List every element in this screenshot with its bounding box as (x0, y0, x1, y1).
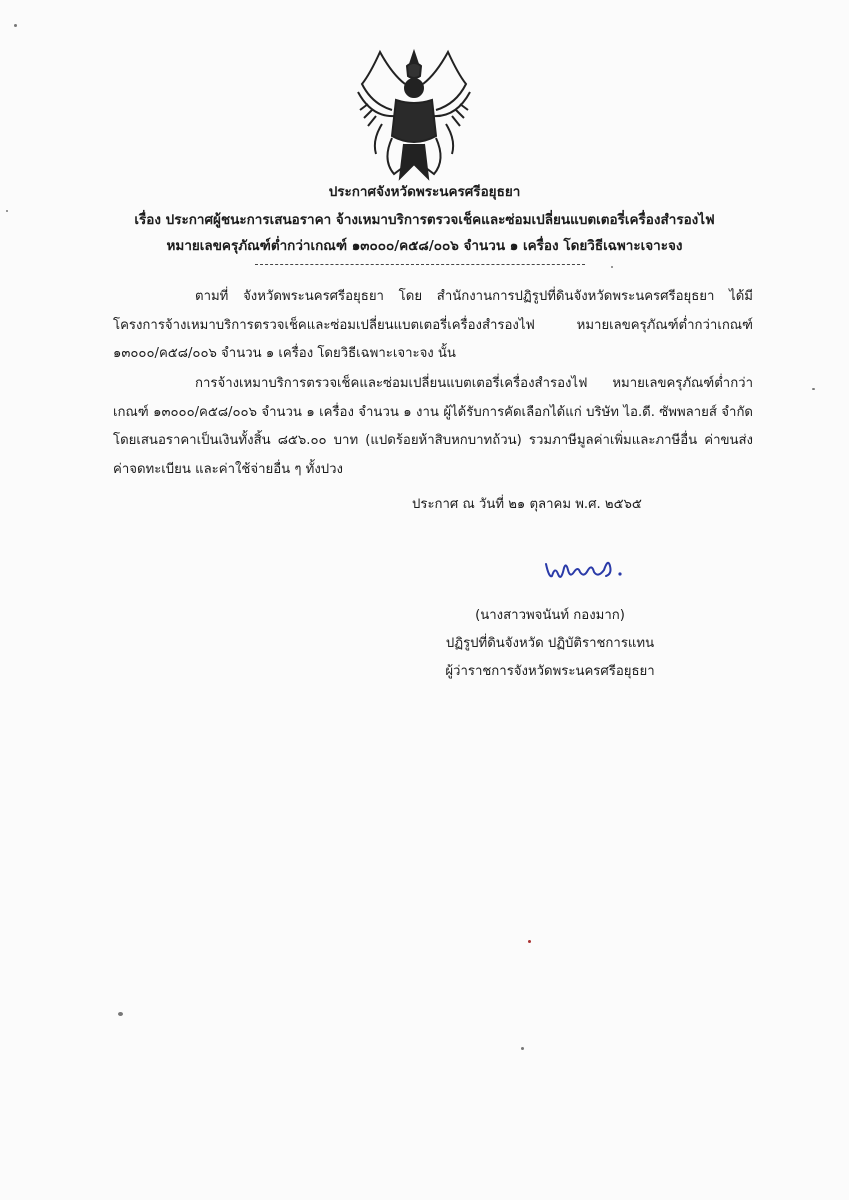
subject-line-2: หมายเลขครุภัณฑ์ต่ำกว่าเกณฑ์ ๑๓๐๐๐/ค๕๘/๐๐๖ จำนวน ๑ เครื่อง โดยวิธีเฉพาะเจาะจง (166, 238, 683, 254)
handwritten-signature (540, 548, 630, 588)
announcement-date: ประกาศ ณ วันที่ ๒๑ ตุลาคม พ.ศ. ๒๕๖๕ (412, 497, 642, 512)
signatory-position: ปฏิรูปที่ดินจังหวัด ปฏิบัติราชการแทน (445, 636, 655, 651)
signatory-on-behalf: ผู้ว่าราชการจังหวัดพระนครศรีอยุธยา (445, 664, 655, 679)
body-paragraph-1: ตามที่ จังหวัดพระนครศรีอยุธยา โดย สำนักงานการปฏิรูปที่ดินจังหวัดพระนครศรีอยุธยา ได้มีโครงการจ้างเหมาบริการตรวจเช็คและซ่อมเปลี่ยนแบตเตอรี่เครื่องสำรองไฟ หมายเลขครุภัณฑ์ต่ำกว่าเกณฑ์ ๑๓๐๐๐/ค๕๘/๐๐๖ จำนวน ๑ เครื่อง โดยวิธีเฉพาะเจาะจง นั้น (113, 289, 753, 361)
signatory-name: (นางสาวพจนันท์ กองมาก) (475, 608, 625, 623)
scan-speck (6, 210, 8, 212)
announcement-title: ประกาศจังหวัดพระนครศรีอยุธยา (328, 184, 521, 200)
garuda-emblem-icon (352, 44, 476, 182)
signatory-block (400, 602, 700, 686)
body-paragraph-2: การจ้างเหมาบริการตรวจเช็คและซ่อมเปลี่ยนแบตเตอรี่เครื่องสำรองไฟ หมายเลขครุภัณฑ์ต่ำกว่าเกณฑ์ ๑๓๐๐๐/ค๕๘/๐๐๖ จำนวน ๑ เครื่อง จำนวน ๑ งาน ผู้ได้รับการคัดเลือกได้แก่ บริษัท ไอ.ดี. ซัพพลายส์ จำกัด โดยเสนอราคาเป็นเงินทั้งสิ้น ๘๕๖.๐๐ บาท (แปดร้อยห้าสิบหกบาทถ้วน) รวมภาษีมูลค่าเพิ่มและภาษีอื่น ค่าขนส่ง ค่าจดทะเบียน และค่าใช้จ่ายอื่น ๆ ทั้งปวง (113, 376, 753, 477)
scan-speck (118, 1012, 123, 1016)
scan-speck (611, 266, 613, 268)
scan-speck (812, 388, 815, 390)
scan-speck (521, 1047, 524, 1050)
subject-line-1: เรื่อง ประกาศผู้ชนะการเสนอราคา จ้างเหมาบริการตรวจเช็คและซ่อมเปลี่ยนแบตเตอรี่เครื่องสำรองไฟ (134, 212, 715, 228)
header-divider (255, 264, 585, 265)
scan-speck (528, 940, 531, 943)
scan-speck (14, 24, 17, 27)
